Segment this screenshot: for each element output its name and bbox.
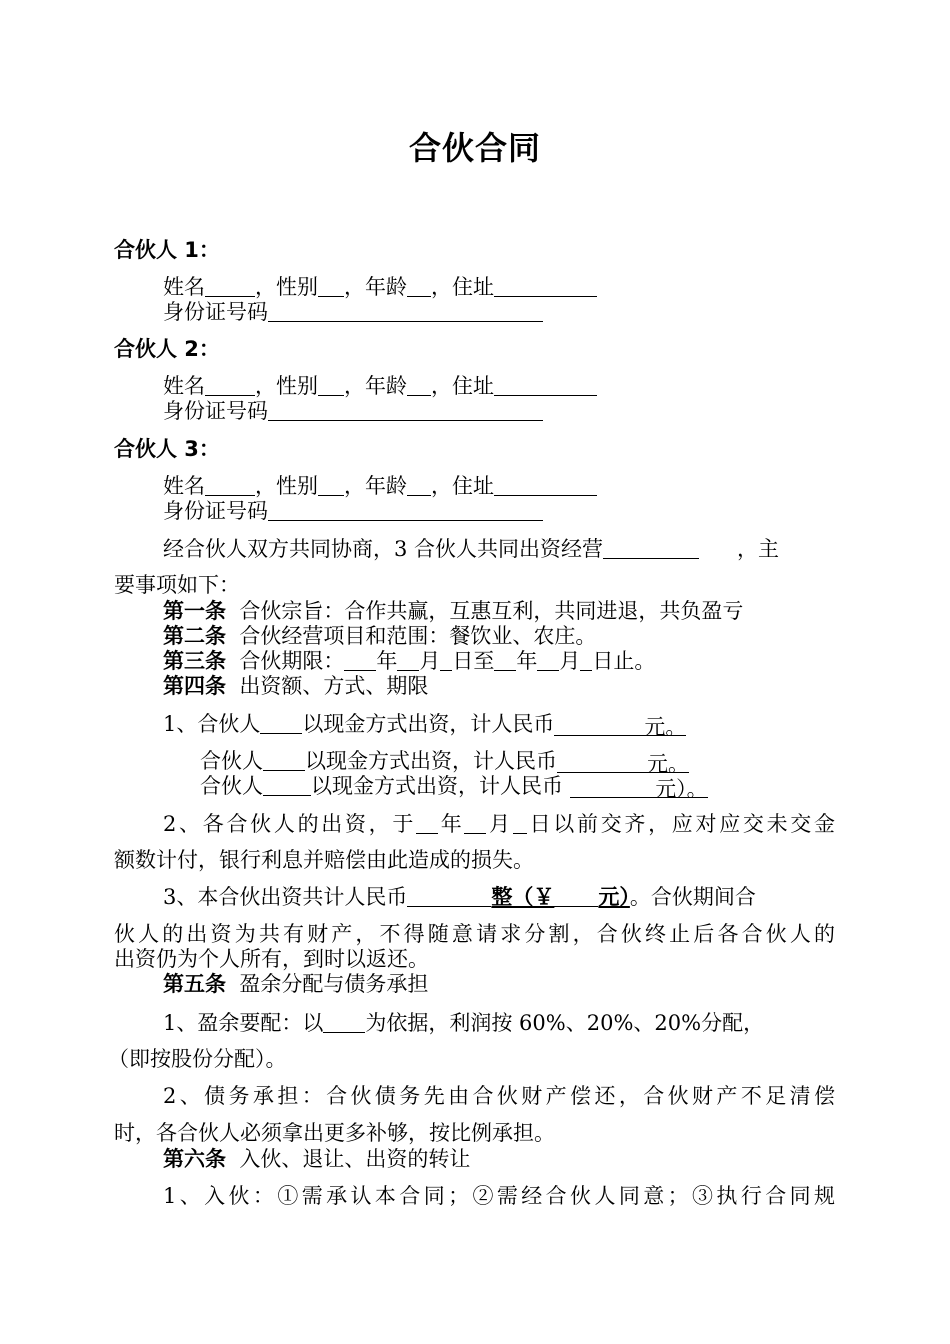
clause-text: 2、各合伙人的出资，于 (163, 812, 417, 836)
admission-line-1: 1、入伙：①需承认本合同；②需经合伙人同意；③执行合同规 (163, 1184, 835, 1208)
partner-1-label: 合伙人 1： (114, 238, 220, 262)
contribution-line-1 (163, 710, 686, 738)
gender-blank (318, 274, 344, 297)
deadline-line-1 (114, 810, 835, 838)
id-blank (268, 498, 543, 521)
intro-line-1 (163, 535, 779, 563)
article-text: 入伙、退让、出资的转让 (239, 1147, 471, 1171)
clause-text: 3、本合伙出资共计人民币 (163, 885, 408, 909)
gender-label: ，性别 (255, 275, 318, 299)
article-number: 第五条 (163, 972, 226, 996)
debt-line-2: 时，各合伙人必须拿出更多补够，按比例承担。 (114, 1121, 555, 1145)
currency-unit: 元）。 (655, 777, 708, 801)
day-blank (580, 648, 592, 671)
article-text: 合伙经营项目和范围：餐饮业、农庄。 (239, 624, 597, 648)
clause-text: 以现金方式出资，计人民币 (302, 712, 555, 736)
article-text: 合伙宗旨：合作共赢，互惠互利，共同进退，共负盈亏 (239, 599, 744, 623)
year-blank (416, 811, 438, 834)
name-label: 姓名 (163, 275, 205, 299)
article-1 (163, 597, 743, 625)
month-label: 月 (559, 649, 581, 673)
gender-label: ，性别 (255, 474, 318, 498)
total-number-blank (554, 884, 598, 907)
page-title: 合伙合同 (408, 129, 541, 167)
article-text: 盈余分配与债务承担 (239, 972, 429, 996)
address-label: ，住址 (431, 275, 494, 299)
partner-3-id-line (163, 497, 543, 525)
year-label: 年 (516, 649, 538, 673)
name-blank (205, 373, 255, 396)
clause-text: 合伙人 (200, 749, 263, 773)
address-label: ，住址 (431, 474, 494, 498)
total-blank (407, 884, 491, 907)
clause-text: 。合伙期间合 (629, 885, 756, 909)
article-text: 合伙期限： (239, 649, 345, 673)
clause-text: 1、合伙人 (163, 712, 261, 736)
partner-blank (263, 773, 311, 796)
article-number: 第二条 (163, 624, 226, 648)
id-blank (268, 299, 543, 322)
address-blank (494, 274, 597, 297)
clause-text: 以现金方式出资，计人民币 (305, 749, 557, 773)
profit-line-1 (163, 1009, 764, 1037)
age-label: ，年龄 (344, 474, 407, 498)
year-blank (344, 648, 376, 671)
id-blank (268, 398, 543, 421)
partner-1-info-line (163, 273, 597, 301)
partner-1-id-line (163, 298, 543, 326)
address-label: ，住址 (431, 374, 494, 398)
amount-blank (557, 750, 689, 776)
partner-blank (260, 711, 302, 734)
clause-text: 以现金方式出资，计人民币 (311, 774, 563, 798)
month-blank (537, 648, 559, 671)
id-label: 身份证号码 (163, 300, 268, 324)
clause-text: 1、盈余要配：以 (163, 1011, 324, 1035)
article-number: 第三条 (163, 649, 226, 673)
contribution-line-2 (200, 747, 689, 775)
total-uppercase: 整（￥ (491, 885, 555, 909)
total-line-3: 出资仍为个人所有，到时以返还。 (114, 947, 429, 971)
article-6 (163, 1145, 470, 1173)
age-blank (407, 473, 431, 496)
year-label: 年 (376, 649, 398, 673)
day-blank (440, 648, 452, 671)
name-label: 姓名 (163, 374, 205, 398)
total-line-1 (163, 883, 756, 911)
age-blank (407, 274, 431, 297)
age-label: ，年龄 (344, 275, 407, 299)
gender-blank (318, 473, 344, 496)
article-2 (163, 622, 596, 650)
partner-2-info-line (163, 372, 597, 400)
partner-2-id-line (163, 397, 543, 425)
intro-line-2: 要事项如下： (114, 573, 240, 597)
total-line-2: 伙人的出资为共有财产，不得随意请求分割，合伙终止后各合伙人的 (114, 922, 835, 946)
article-text: 出资额、方式、期限 (239, 674, 429, 698)
currency-unit: 元。 (647, 752, 689, 776)
month-blank (464, 811, 486, 834)
article-5 (163, 970, 428, 998)
intro-text: 经合伙人双方共同协商，3 合伙人共同出资经营 (163, 537, 604, 561)
age-blank (407, 373, 431, 396)
id-label: 身份证号码 (163, 499, 268, 523)
debt-line-1: 2、债务承担：合伙债务先由合伙财产偿还，合伙财产不足清偿 (163, 1084, 835, 1108)
amount-blank (554, 713, 687, 739)
profit-line-2: （即按股份分配）。 (108, 1047, 287, 1071)
article-number: 第六条 (163, 1147, 226, 1171)
month-label: 月 (486, 812, 513, 836)
clause-text: 合伙人 (200, 774, 263, 798)
gender-label: ，性别 (255, 374, 318, 398)
name-label: 姓名 (163, 474, 205, 498)
contribution-line-3 (200, 772, 708, 800)
address-blank (494, 373, 597, 396)
currency-unit: 元。 (644, 715, 687, 739)
clause-text: 为依据，利润按 60%、20%、20%分配， (365, 1011, 765, 1035)
name-blank (205, 473, 255, 496)
basis-blank (323, 1010, 365, 1033)
age-label: ，年龄 (344, 374, 407, 398)
article-number: 第四条 (163, 674, 226, 698)
month-blank (397, 648, 419, 671)
address-blank (494, 473, 597, 496)
currency-unit: 元） (598, 885, 630, 909)
day-label: 日止。 (592, 649, 656, 673)
id-label: 身份证号码 (163, 399, 268, 423)
name-blank (205, 274, 255, 297)
partner-2-label: 合伙人 2： (114, 337, 220, 361)
month-label: 月 (419, 649, 441, 673)
partner-3-info-line (163, 472, 597, 500)
year-blank (494, 648, 516, 671)
deadline-line-2: 额数计付，银行利息并赔偿由此造成的损失。 (114, 848, 534, 872)
article-number: 第一条 (163, 599, 226, 623)
partner-blank (263, 748, 305, 771)
article-4 (163, 672, 428, 700)
article-3 (163, 647, 655, 675)
clause-text: 日以前交齐，应对应交未交金 (526, 812, 836, 836)
gender-blank (318, 373, 344, 396)
partner-3-label: 合伙人 3： (114, 437, 220, 461)
day-blank (513, 811, 527, 834)
business-blank (603, 536, 699, 559)
day-label: 日至 (452, 649, 495, 673)
amount-blank (570, 775, 708, 801)
year-label: 年 (438, 812, 465, 836)
intro-tail: ，主 (737, 537, 780, 561)
